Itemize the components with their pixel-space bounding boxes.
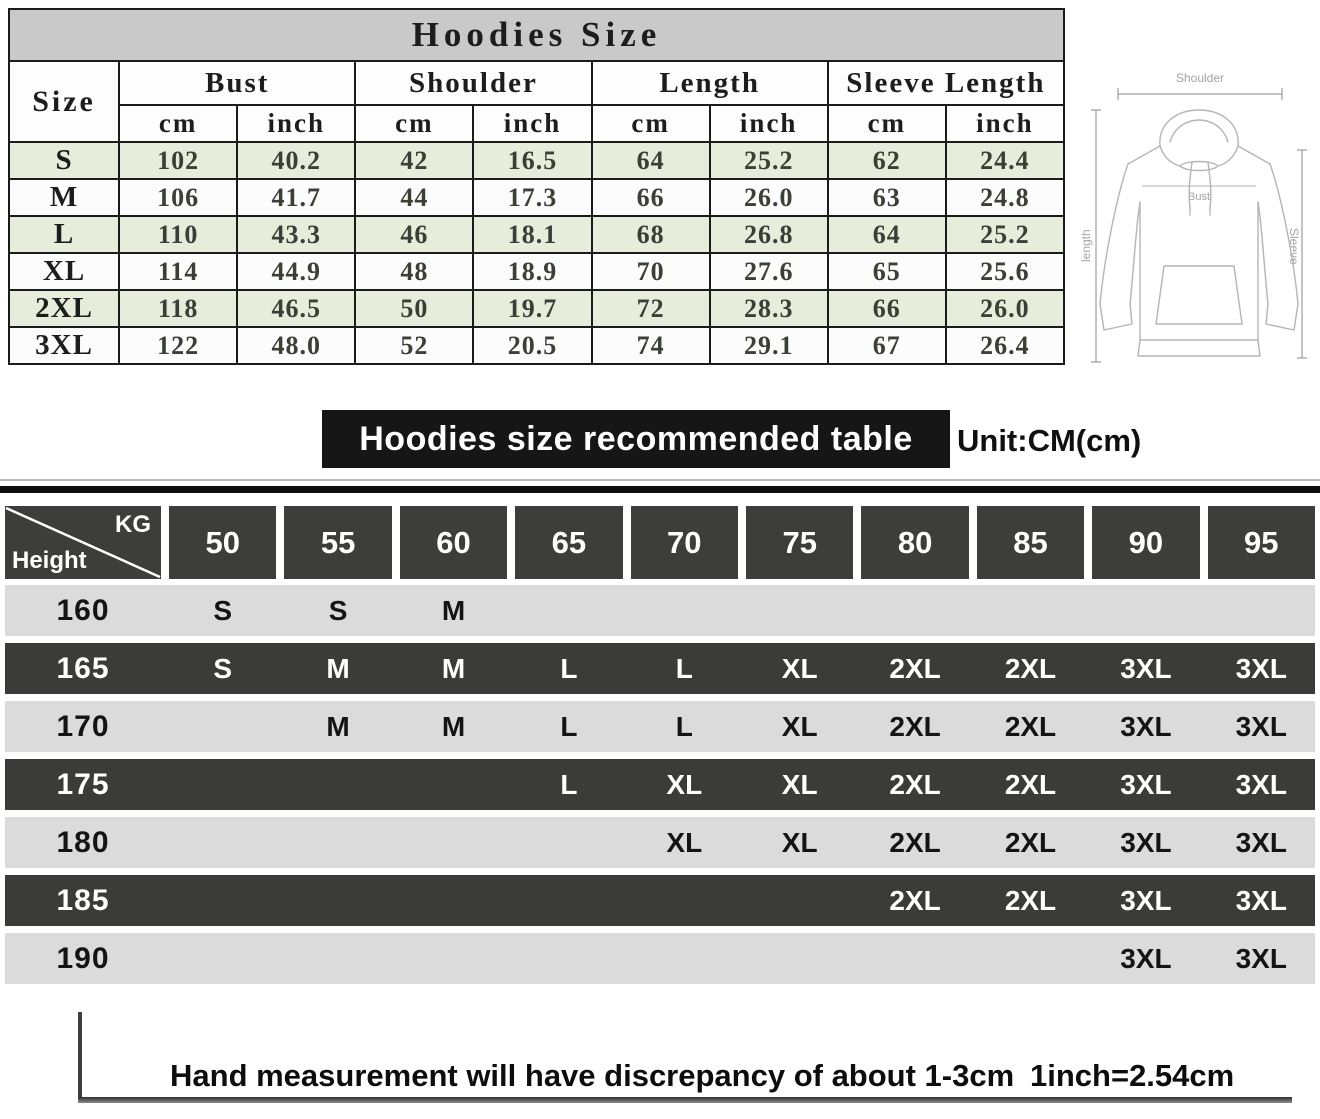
- size-recommendation: 2XL: [1004, 768, 1057, 800]
- size-recommendation: 3XL: [1235, 884, 1287, 916]
- kg-axis-label: KG: [115, 511, 151, 538]
- height-value: 160: [56, 593, 110, 627]
- height-value: 165: [56, 651, 110, 685]
- size-recommendation: XL: [781, 826, 818, 858]
- measurement-value: 102: [119, 142, 237, 179]
- measurement-value: 74: [592, 327, 710, 364]
- weight-header-50: 50: [169, 506, 276, 579]
- size-recommendation: S: [328, 594, 348, 626]
- size-label: S: [9, 142, 119, 179]
- size-row-3xl: [9, 327, 1064, 364]
- size-recommendation: M: [441, 594, 466, 626]
- measurement-value: 17.3: [473, 179, 591, 216]
- measurement-value: 66: [592, 179, 710, 216]
- size-recommendation: 3XL: [1120, 942, 1172, 974]
- size-recommendation: 3XL: [1235, 652, 1287, 684]
- size-recommendation: L: [675, 652, 693, 684]
- height-value: 190: [56, 941, 110, 975]
- measurement-value: 48: [355, 253, 473, 290]
- hoodie-outline: [1100, 110, 1298, 356]
- measurement-value: 106: [119, 179, 237, 216]
- measurement-value: 63: [828, 179, 946, 216]
- size-recommendation: M: [441, 710, 466, 742]
- measurement-value: 46: [355, 216, 473, 253]
- inch-conversion: 1inch=2.54cm: [1030, 1058, 1235, 1093]
- size-recommendation: L: [675, 710, 693, 742]
- size-recommendation: 2XL: [889, 710, 941, 742]
- size-recommendation: 2XL: [1004, 710, 1057, 742]
- kg-height-corner-cell: [5, 506, 161, 579]
- measurement-value: 42: [355, 142, 473, 179]
- height-value: 175: [56, 767, 110, 801]
- measurement-value: 25.2: [946, 216, 1064, 253]
- section-hairline: [0, 479, 1320, 481]
- size-recommendation: XL: [666, 768, 703, 800]
- measurement-value: 25.2: [710, 142, 828, 179]
- height-row-180: [5, 817, 1315, 868]
- size-recommendation: L: [560, 768, 578, 800]
- sleeve-measure-label: Sleeve: [1287, 228, 1301, 265]
- measurement-value: 67: [828, 327, 946, 364]
- unit-header-cm: cm: [828, 105, 946, 142]
- size-table-group-header-row: [9, 61, 1064, 105]
- measurement-value: 29.1: [710, 327, 828, 364]
- size-recommendation: 3XL: [1235, 826, 1287, 858]
- size-recommendation: S: [213, 652, 233, 684]
- unit-header-inch: inch: [710, 105, 828, 142]
- size-row-xl: [9, 253, 1064, 290]
- hoodie-sketch: [1078, 66, 1320, 384]
- footer-vertical-line: [78, 1012, 82, 1100]
- size-recommendation: 2XL: [889, 826, 941, 858]
- measurement-value: 66: [828, 290, 946, 327]
- weight-header-80: 80: [861, 506, 968, 579]
- size-recommendation: S: [213, 594, 233, 626]
- size-recommendation: 2XL: [889, 652, 941, 684]
- measurement-value: 20.5: [473, 327, 591, 364]
- unit-header-cm: cm: [592, 105, 710, 142]
- measurement-value: 26.4: [946, 327, 1064, 364]
- weight-header-60: 60: [400, 506, 507, 579]
- measurement-value: 48.0: [237, 327, 355, 364]
- footer-horizontal-line: [78, 1097, 1292, 1103]
- hoodie-measurement-diagram: [1078, 66, 1320, 384]
- size-row-s: [9, 142, 1064, 179]
- measurement-value: 26.8: [710, 216, 828, 253]
- size-label: 2XL: [9, 290, 119, 327]
- size-recommendation: 3XL: [1235, 710, 1287, 742]
- measurement-value: 27.6: [710, 253, 828, 290]
- measurement-value: 26.0: [946, 290, 1064, 327]
- height-value: 180: [56, 825, 110, 859]
- section-divider: [0, 486, 1320, 493]
- measurement-value: 46.5: [237, 290, 355, 327]
- unit-header-inch: inch: [473, 105, 591, 142]
- height-row-190: [5, 933, 1315, 984]
- size-recommendation: XL: [781, 652, 818, 684]
- size-recommendation: 3XL: [1120, 710, 1172, 742]
- shoulder-measure-label: Shoulder: [1175, 71, 1225, 85]
- measurement-value: 118: [119, 290, 237, 327]
- bust-measure-label: Bust: [1187, 191, 1211, 203]
- weight-header-70: 70: [631, 506, 738, 579]
- height-axis-label: Height: [12, 547, 87, 574]
- measurement-value: 19.7: [473, 290, 591, 327]
- measurement-value: 44: [355, 179, 473, 216]
- size-recommendation: 3XL: [1120, 826, 1172, 858]
- measurement-value: 16.5: [473, 142, 591, 179]
- unit-label: Unit:CM(cm): [957, 423, 1142, 458]
- height-row-185: [5, 875, 1315, 926]
- size-recommendation: XL: [666, 826, 703, 858]
- measurement-value: 114: [119, 253, 237, 290]
- size-recommendation: 3XL: [1235, 768, 1287, 800]
- size-recommendation: 3XL: [1120, 884, 1172, 916]
- measurement-value: 18.9: [473, 253, 591, 290]
- group-header-sleeve-length: Sleeve Length: [828, 61, 1064, 105]
- length-measure-label: length: [1079, 229, 1093, 262]
- size-recommendation: 2XL: [1004, 652, 1057, 684]
- measurement-value: 28.3: [710, 290, 828, 327]
- size-recommendation: L: [560, 652, 578, 684]
- height-row-165: [5, 643, 1315, 694]
- size-row-2xl: [9, 290, 1064, 327]
- measurement-value: 72: [592, 290, 710, 327]
- size-recommendation: XL: [781, 710, 818, 742]
- recommend-table-header: [5, 506, 1315, 579]
- size-table-title-row: [9, 9, 1064, 61]
- size-recommendation: L: [560, 710, 578, 742]
- unit-header-inch: inch: [237, 105, 355, 142]
- measurement-value: 26.0: [710, 179, 828, 216]
- size-label: 3XL: [9, 327, 119, 364]
- recommended-table-banner: Hoodies size recommended table: [322, 410, 950, 468]
- height-value: 185: [56, 883, 110, 917]
- weight-header-95: 95: [1208, 506, 1315, 579]
- measurement-value: 70: [592, 253, 710, 290]
- size-recommendation: 2XL: [889, 884, 941, 916]
- size-table-unit-header-row: [9, 105, 1064, 142]
- hoodies-size-title: Hoodies Size: [9, 9, 1064, 61]
- unit-header-inch: inch: [946, 105, 1064, 142]
- size-row-m: [9, 179, 1064, 216]
- recommend-table-body: [5, 585, 1315, 991]
- measurement-value: 64: [592, 142, 710, 179]
- group-header-length: Length: [592, 61, 828, 105]
- measure-lines: [1091, 88, 1307, 362]
- size-recommendation: 3XL: [1120, 652, 1172, 684]
- size-recommendation: 3XL: [1120, 768, 1172, 800]
- measurement-value: 41.7: [237, 179, 355, 216]
- size-recommendation: M: [441, 652, 466, 684]
- measurement-value: 25.6: [946, 253, 1064, 290]
- size-recommendation: 3XL: [1235, 942, 1287, 974]
- weight-header-65: 65: [515, 506, 622, 579]
- measurement-value: 24.4: [946, 142, 1064, 179]
- measurement-note: Hand measurement will have discrepancy of about 1-3cm: [170, 1058, 1015, 1093]
- height-value: 170: [56, 709, 110, 743]
- size-recommendation: XL: [781, 768, 818, 800]
- height-row-160: [5, 585, 1315, 636]
- measurement-value: 62: [828, 142, 946, 179]
- size-recommendation: 2XL: [889, 768, 941, 800]
- size-recommendation: M: [326, 652, 350, 684]
- size-label: M: [9, 179, 119, 216]
- measurement-value: 43.3: [237, 216, 355, 253]
- measurement-value: 50: [355, 290, 473, 327]
- group-header-bust: Bust: [119, 61, 355, 105]
- size-label: XL: [9, 253, 119, 290]
- measurement-value: 68: [592, 216, 710, 253]
- size-row-l: [9, 216, 1064, 253]
- weight-header-55: 55: [284, 506, 391, 579]
- group-header-shoulder: Shoulder: [355, 61, 591, 105]
- measurement-value: 18.1: [473, 216, 591, 253]
- size-column-header: Size: [9, 61, 119, 142]
- measurement-value: 40.2: [237, 142, 355, 179]
- measurement-value: 24.8: [946, 179, 1064, 216]
- size-label: L: [9, 216, 119, 253]
- height-row-175: [5, 759, 1315, 810]
- weight-header-85: 85: [977, 506, 1084, 579]
- measurement-value: 122: [119, 327, 237, 364]
- measurement-value: 64: [828, 216, 946, 253]
- measurement-value: 52: [355, 327, 473, 364]
- unit-header-cm: cm: [355, 105, 473, 142]
- measurement-value: 44.9: [237, 253, 355, 290]
- measurement-value: 65: [828, 253, 946, 290]
- size-recommendation: M: [326, 710, 350, 742]
- size-recommendation: 2XL: [1004, 826, 1057, 858]
- height-row-170: [5, 701, 1315, 752]
- size-recommendation: 2XL: [1004, 884, 1057, 916]
- weight-header-75: 75: [746, 506, 853, 579]
- weight-header-90: 90: [1092, 506, 1199, 579]
- unit-header-cm: cm: [119, 105, 237, 142]
- hoodies-size-table: [8, 8, 1065, 365]
- measurement-value: 110: [119, 216, 237, 253]
